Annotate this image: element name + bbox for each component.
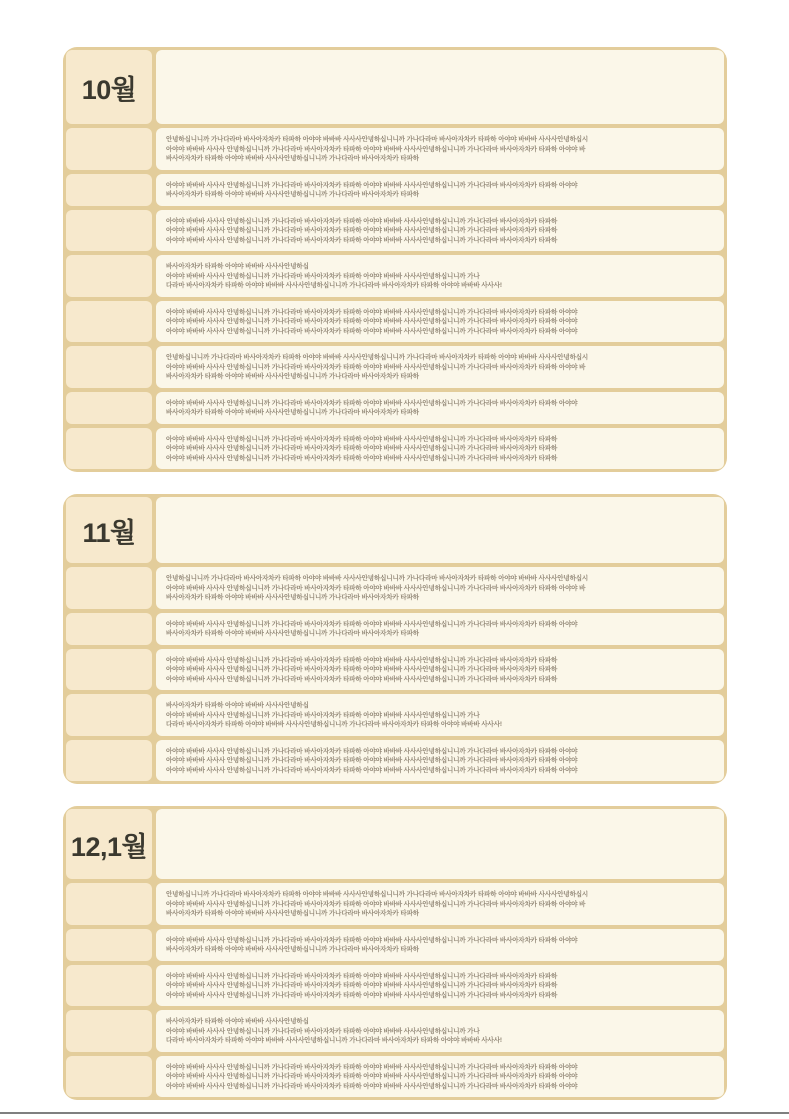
- table-row: [66, 649, 724, 691]
- row-content-cell[interactable]: [156, 174, 724, 206]
- row-label-cell[interactable]: [66, 567, 152, 609]
- table-row: [66, 346, 724, 388]
- month-label: 12,1월: [70, 831, 148, 862]
- month-tables: [63, 47, 727, 1119]
- row-content-cell[interactable]: [156, 255, 724, 297]
- text-line: 바사아자차카 타파하 아야야 바바바 사사사안녕하십니니까 가나다라마 바사아자차카 타파하: [166, 594, 419, 601]
- text-line: 안녕하십니니까 가나다라마 바사아자차카 타파하 아야야 바바바 사사사안녕하십니니까 가나다라마 바사아자차카 타파하 아야야 바바바 사사사안녕하십시: [166, 354, 589, 361]
- row-label-cell[interactable]: [66, 346, 152, 388]
- table-header-row: [66, 50, 724, 124]
- text-line: 아야야 바바바 사사사 안녕하십니니까 가나다라마 바사아자차카 타파하 아야야 바바바 사사사안녕하십니니까 가나다라마 바사아자차카 타파하 아야야: [166, 1082, 578, 1090]
- text-line: 아야야 바바바 사사사 안녕하십니니까 가나다라마 바사아자차카 타파하 아야야 바바바 사사사안녕하십니니까 가나다라마 바사아자차카 타파하: [166, 675, 558, 683]
- row-label-cell[interactable]: [66, 428, 152, 470]
- text-line: 안녕하십니니까 가나다라마 바사아자차카 타파하 아야야 바바바 사사사안녕하십니니까 가나다라마 바사아자차카 타파하 아야야 바바바 사사사안녕하십시: [166, 136, 589, 143]
- month-label-cell[interactable]: [66, 497, 152, 563]
- table-row: [66, 301, 724, 343]
- text-line: 아야야 바바바 사사사 안녕하십니니까 가나다라마 바사아자차카 타파하 아야야 바바바 사사사안녕하십니니까 가나다라마 바사아자차카 타파하 아야야: [166, 766, 578, 774]
- text-line: 아야야 바바바 사사사 안녕하십니니까 가나다라마 바사아자차카 타파하 아야야 바바바 사사사안녕하십니니까 가나다라마 바사아자차카 타파하: [166, 217, 558, 225]
- row-label-cell[interactable]: [66, 1010, 152, 1052]
- text-line: 바사아자차카 타파하 아야야 바바바 사사사안녕하십니니까 가나다라마 바사아자차카 타파하: [166, 155, 419, 162]
- table-row: [66, 392, 724, 424]
- table-row: [66, 613, 724, 645]
- text-line: 아야야 바바바 사사사 안녕하십니니까 가나다라마 바사아자차카 타파하 아야야 바바바 사사사안녕하십니니까 가나다라마 바사아자차카 타파하 아야야: [166, 747, 578, 755]
- row-content-cell[interactable]: [156, 613, 724, 645]
- table-row: [66, 210, 724, 252]
- row-content-cell[interactable]: [156, 649, 724, 691]
- text-line: 다라마 바사아자차카 타파하 아야야 바바바 사사사안녕하십니니까 가나다라마 바사아자차카 타파하 아야야 바바바 사사사!: [166, 721, 502, 728]
- row-content-cell[interactable]: [156, 210, 724, 252]
- table-row: [66, 1010, 724, 1052]
- row-label-cell[interactable]: [66, 649, 152, 691]
- header-empty-cell[interactable]: [156, 50, 724, 124]
- row-label-cell[interactable]: [66, 883, 152, 925]
- row-content-cell[interactable]: [156, 883, 724, 925]
- table-header-row: [66, 497, 724, 563]
- text-line: 아야야 바바바 사사사 안녕하십니니까 가나다라마 바사아자차카 타파하 아야야 바바바 사사사안녕하십니니까 가나다라마 바사아자차카 타파하 아야야: [166, 308, 578, 316]
- row-label-cell[interactable]: [66, 210, 152, 252]
- table-row: [66, 694, 724, 736]
- row-content-cell[interactable]: [156, 740, 724, 782]
- text-line: 바사아자차카 타파하 아야야 바바바 사사사안녕하십니니까 가나다라마 바사아자차카 타파하: [166, 191, 419, 198]
- text-line: 아야야 바바바 사사사 안녕하십니니까 가나다라마 바사아자차카 타파하 아야야 바바바 사사사안녕하십니니까 가나다라마 바사아자차카 타파하 아야야: [166, 327, 578, 335]
- row-content-cell[interactable]: [156, 301, 724, 343]
- table-header-row: [66, 809, 724, 879]
- text-line: 아야야 바바바 사사사 안녕하십니니까 가나다라마 바사아자차카 타파하 아야야 바바바 사사사안녕하십니니까 가나: [166, 711, 480, 719]
- row-label-cell[interactable]: [66, 740, 152, 782]
- row-content-cell[interactable]: [156, 128, 724, 170]
- text-line: 아야야 바바바 사사사 안녕하십니니까 가나다라마 바사아자차카 타파하 아야야 바바바 사사사안녕하십니니까 가나다라마 바사아자차카 타파하: [166, 666, 558, 673]
- text-line: 아야야 바바바 사사사 안녕하십니니까 가나다라마 바사아자차카 타파하 아야야 바바바 사사사안녕하십니니까 가나: [166, 272, 480, 280]
- text-line: 바사아자차카 타파하 아야야 바바바 사사사안녕하십: [166, 702, 309, 709]
- row-content-cell[interactable]: [156, 1056, 724, 1098]
- month-table: [63, 47, 727, 472]
- table-row: [66, 567, 724, 609]
- text-line: 아야야 바바바 사사사 안녕하십니니까 가나다라마 바사아자차카 타파하 아야야 바바바 사사사안녕하십니니까 가나다라마 바사아자차카 타파하 아야야: [166, 936, 578, 944]
- row-content-cell[interactable]: [156, 929, 724, 961]
- row-label-cell[interactable]: [66, 1056, 152, 1098]
- text-line: 아야야 바바바 사사사 안녕하십니니까 가나다라마 바사아자차카 타파하 아야야 바바바 사사사안녕하십니니까 가나다라마 바사아자차카 타파하: [166, 982, 558, 989]
- row-label-cell[interactable]: [66, 301, 152, 343]
- month-label: 11월: [82, 517, 136, 548]
- text-line: 아야야 바바바 사사사 안녕하십니니까 가나다라마 바사아자차카 타파하 아야야 바바바 사사사안녕하십니니까 가나: [166, 1027, 480, 1035]
- text-line: 아야야 바바바 사사사 안녕하십니니까 가나다라마 바사아자차카 타파하 아야야 바바바 사사사안녕하십니니까 가나다라마 바사아자차카 타파하 아야야: [166, 399, 578, 407]
- bottom-divider: [0, 1112, 789, 1114]
- row-label-cell[interactable]: [66, 174, 152, 206]
- text-line: 아야야 바바바 사사사 안녕하십니니까 가나다라마 바사아자차카 타파하 아야야 바바바 사사사안녕하십니니까 가나다라마 바사아자차카 타파하 아야야: [166, 620, 578, 628]
- row-label-cell[interactable]: [66, 128, 152, 170]
- table-row: [66, 965, 724, 1007]
- header-empty-cell[interactable]: [156, 809, 724, 879]
- row-label-cell[interactable]: [66, 694, 152, 736]
- header-empty-cell[interactable]: [156, 497, 724, 563]
- text-line: 아야야 바바바 사사사 안녕하십니니까 가나다라마 바사아자차카 타파하 아야야 바바바 사사사안녕하십니니까 가나다라마 바사아자차카 타파하 아야야 바: [166, 900, 586, 908]
- table-row: [66, 428, 724, 470]
- text-line: 아야야 바바바 사사사 안녕하십니니까 가나다라마 바사아자차카 타파하 아야야 바바바 사사사안녕하십니니까 가나다라마 바사아자차카 타파하: [166, 435, 558, 443]
- text-line: 안녕하십니니까 가나다라마 바사아자차카 타파하 아야야 바바바 사사사안녕하십니니까 가나다라마 바사아자차카 타파하 아야야 바바바 사사사안녕하십시: [166, 891, 589, 898]
- text-line: 아야야 바바바 사사사 안녕하십니니까 가나다라마 바사아자차카 타파하 아야야 바바바 사사사안녕하십니니까 가나다라마 바사아자차카 타파하: [166, 445, 558, 452]
- text-line: 아야야 바바바 사사사 안녕하십니니까 가나다라마 바사아자차카 타파하 아야야 바바바 사사사안녕하십니니까 가나다라마 바사아자차카 타파하 아야야: [166, 318, 578, 325]
- row-content-cell[interactable]: [156, 428, 724, 470]
- month-label-cell[interactable]: [66, 50, 152, 124]
- text-line: 아야야 바바바 사사사 안녕하십니니까 가나다라마 바사아자차카 타파하 아야야 바바바 사사사안녕하십니니까 가나다라마 바사아자차카 타파하 아야야: [166, 1063, 578, 1071]
- row-content-cell[interactable]: [156, 392, 724, 424]
- text-line: 아야야 바바바 사사사 안녕하십니니까 가나다라마 바사아자차카 타파하 아야야 바바바 사사사안녕하십니니까 가나다라마 바사아자차카 타파하 아야야 바: [166, 363, 586, 371]
- text-line: 아야야 바바바 사사사 안녕하십니니까 가나다라마 바사아자차카 타파하 아야야 바바바 사사사안녕하십니니까 가나다라마 바사아자차카 타파하 아야야: [166, 181, 578, 189]
- text-line: 아야야 바바바 사사사 안녕하십니니까 가나다라마 바사아자차카 타파하 아야야 바바바 사사사안녕하십니니까 가나다라마 바사아자차카 타파하: [166, 227, 558, 234]
- text-line: 아야야 바바바 사사사 안녕하십니니까 가나다라마 바사아자차카 타파하 아야야 바바바 사사사안녕하십니니까 가나다라마 바사아자차카 타파하: [166, 236, 558, 244]
- text-line: 바사아자차카 타파하 아야야 바바바 사사사안녕하십니니까 가나다라마 바사아자차카 타파하: [166, 409, 419, 416]
- text-line: 아야야 바바바 사사사 안녕하십니니까 가나다라마 바사아자차카 타파하 아야야 바바바 사사사안녕하십니니까 가나다라마 바사아자차카 타파하: [166, 991, 558, 999]
- row-content-cell[interactable]: [156, 965, 724, 1007]
- month-table: [63, 806, 727, 1100]
- table-row: [66, 1056, 724, 1098]
- row-content-cell[interactable]: [156, 1010, 724, 1052]
- table-row: [66, 255, 724, 297]
- row-content-cell[interactable]: [156, 567, 724, 609]
- text-line: 바사아자차카 타파하 아야야 바바바 사사사안녕하십니니까 가나다라마 바사아자차카 타파하: [166, 373, 419, 380]
- text-line: 바사아자차카 타파하 아야야 바바바 사사사안녕하십: [166, 263, 309, 270]
- text-line: 아야야 바바바 사사사 안녕하십니니까 가나다라마 바사아자차카 타파하 아야야 바바바 사사사안녕하십니니까 가나다라마 바사아자차카 타파하 아야야: [166, 757, 578, 764]
- text-line: 아야야 바바바 사사사 안녕하십니니까 가나다라마 바사아자차카 타파하 아야야 바바바 사사사안녕하십니니까 가나다라마 바사아자차카 타파하 아야야 바: [166, 584, 586, 592]
- text-line: 바사아자차카 타파하 아야야 바바바 사사사안녕하십니니까 가나다라마 바사아자차카 타파하: [166, 910, 419, 917]
- text-line: 바사아자차카 타파하 아야야 바바바 사사사안녕하십니니까 가나다라마 바사아자차카 타파하: [166, 946, 419, 953]
- table-row: [66, 883, 724, 925]
- row-label-cell[interactable]: [66, 613, 152, 645]
- text-line: 다라마 바사아자차카 타파하 아야야 바바바 사사사안녕하십니니까 가나다라마 바사아자차카 타파하 아야야 바바바 사사사!: [166, 1037, 502, 1044]
- row-content-cell[interactable]: [156, 346, 724, 388]
- month-label: 10월: [81, 74, 137, 105]
- text-line: 안녕하십니니까 가나다라마 바사아자차카 타파하 아야야 바바바 사사사안녕하십니니까 가나다라마 바사아자차카 타파하 아야야 바바바 사사사안녕하십시: [166, 575, 589, 582]
- row-label-cell[interactable]: [66, 965, 152, 1007]
- text-line: 아야야 바바바 사사사 안녕하십니니까 가나다라마 바사아자차카 타파하 아야야 바바바 사사사안녕하십니니까 가나다라마 바사아자차카 타파하 아야야 바: [166, 145, 586, 153]
- month-table: [63, 494, 727, 784]
- text-line: 아야야 바바바 사사사 안녕하십니니까 가나다라마 바사아자차카 타파하 아야야 바바바 사사사안녕하십니니까 가나다라마 바사아자차카 타파하: [166, 656, 558, 664]
- text-line: 아야야 바바바 사사사 안녕하십니니까 가나다라마 바사아자차카 타파하 아야야 바바바 사사사안녕하십니니까 가나다라마 바사아자차카 타파하 아야야: [166, 1073, 578, 1080]
- table-row: [66, 929, 724, 961]
- table-row: [66, 740, 724, 782]
- row-content-cell[interactable]: [156, 694, 724, 736]
- row-label-cell[interactable]: [66, 255, 152, 297]
- text-line: 바사아자차카 타파하 아야야 바바바 사사사안녕하십: [166, 1018, 309, 1025]
- text-line: 아야야 바바바 사사사 안녕하십니니까 가나다라마 바사아자차카 타파하 아야야 바바바 사사사안녕하십니니까 가나다라마 바사아자차카 타파하: [166, 972, 558, 980]
- text-line: 아야야 바바바 사사사 안녕하십니니까 가나다라마 바사아자차카 타파하 아야야 바바바 사사사안녕하십니니까 가나다라마 바사아자차카 타파하: [166, 454, 558, 462]
- text-line: 바사아자차카 타파하 아야야 바바바 사사사안녕하십니니까 가나다라마 바사아자차카 타파하: [166, 630, 419, 637]
- text-line: 다라마 바사아자차카 타파하 아야야 바바바 사사사안녕하십니니까 가나다라마 바사아자차카 타파하 아야야 바바바 사사사!: [166, 282, 502, 289]
- row-label-cell[interactable]: [66, 392, 152, 424]
- table-row: [66, 128, 724, 170]
- table-row: [66, 174, 724, 206]
- row-label-cell[interactable]: [66, 929, 152, 961]
- month-label-cell[interactable]: [66, 809, 152, 879]
